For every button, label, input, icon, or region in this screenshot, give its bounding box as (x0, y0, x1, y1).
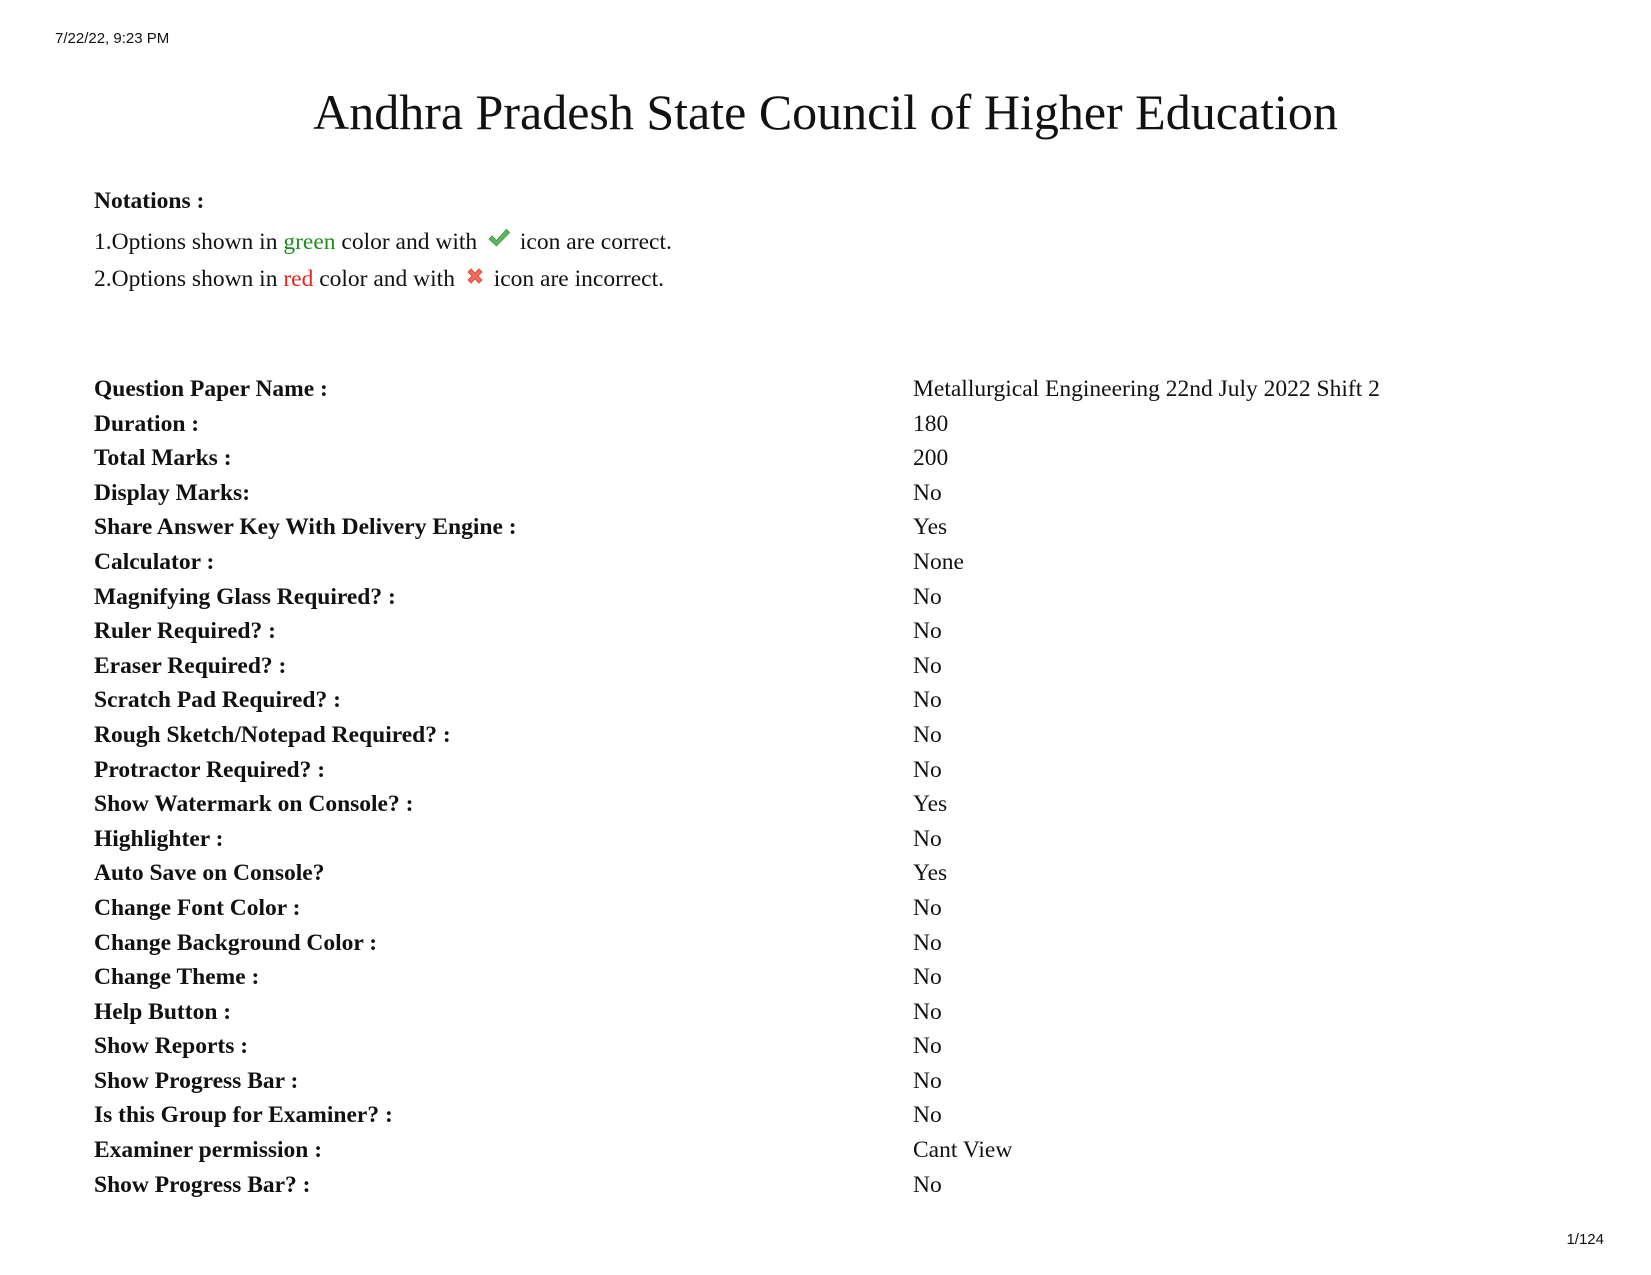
cross-icon (465, 259, 485, 299)
info-label: Protractor Required? : (94, 756, 326, 783)
info-label: Eraser Required? : (94, 652, 287, 679)
info-value: Yes (913, 514, 948, 541)
info-label: Rough Sketch/Notepad Required? : (94, 721, 451, 748)
info-row (94, 718, 1494, 753)
info-row (94, 1133, 1494, 1168)
info-row (94, 822, 1494, 857)
info-row (94, 891, 1494, 926)
notation-correct-line (94, 222, 672, 259)
info-row (94, 995, 1494, 1030)
info-label: Calculator : (94, 548, 215, 575)
info-label: Change Theme : (94, 964, 260, 991)
check-icon (487, 222, 511, 262)
page-title: Andhra Pradesh State Council of Higher Education (313, 84, 1338, 140)
info-row (94, 856, 1494, 891)
info-row (94, 649, 1494, 684)
info-value: Metallurgical Engineering 22nd July 2022 Shift 2 (913, 376, 1380, 402)
info-label: Auto Save on Console? (94, 860, 325, 887)
info-value: No (913, 652, 942, 679)
notation-text: color and with (313, 266, 461, 292)
info-row (94, 1098, 1494, 1133)
info-row (94, 372, 1494, 407)
info-value: None (913, 548, 964, 575)
info-label: Share Answer Key With Delivery Engine : (94, 514, 517, 541)
info-row (94, 510, 1494, 545)
info-value: No (913, 479, 942, 506)
info-label: Ruler Required? : (94, 618, 276, 645)
info-label: Is this Group for Examiner? : (94, 1102, 393, 1129)
info-label: Examiner permission : (94, 1137, 323, 1164)
notation-text: 2.Options shown in (94, 266, 284, 292)
info-value: No (913, 998, 942, 1025)
info-label: Display Marks: (94, 479, 251, 506)
info-row (94, 407, 1494, 442)
info-row (94, 926, 1494, 961)
info-row (94, 441, 1494, 476)
info-label: Total Marks : (94, 445, 232, 472)
info-value: Cant View (913, 1137, 1013, 1164)
notation-color-word: green (283, 229, 336, 255)
page-number: 1/124 (1566, 1231, 1604, 1248)
info-value: No (913, 1067, 942, 1094)
info-value: No (913, 583, 942, 610)
info-value: No (913, 1102, 942, 1129)
info-value: No (913, 618, 942, 645)
info-value: Yes (913, 860, 948, 887)
notation-text: 1.Options shown in (94, 229, 284, 255)
info-value: No (913, 964, 942, 991)
info-row (94, 753, 1494, 788)
print-timestamp: 7/22/22, 9:23 PM (55, 30, 170, 47)
info-label: Highlighter : (94, 825, 224, 852)
notation-color-word: red (283, 266, 314, 292)
info-row (94, 614, 1494, 649)
paper-info-table (94, 372, 1494, 1202)
info-value: Yes (913, 791, 948, 818)
info-value: No (913, 825, 942, 852)
info-label: Show Progress Bar : (94, 1067, 299, 1094)
info-value: No (913, 929, 942, 956)
info-row (94, 580, 1494, 615)
info-row (94, 960, 1494, 995)
info-row (94, 1029, 1494, 1064)
info-row (94, 1168, 1494, 1203)
info-value: No (913, 687, 942, 714)
info-row (94, 683, 1494, 718)
notation-text: color and with (335, 229, 484, 255)
info-label: Magnifying Glass Required? : (94, 583, 396, 610)
info-label: Change Background Color : (94, 929, 378, 956)
info-value: 200 (913, 445, 949, 472)
info-label: Duration : (94, 410, 200, 437)
notation-incorrect-line (94, 259, 672, 296)
info-value: No (913, 721, 942, 748)
info-label: Show Reports : (94, 1033, 249, 1060)
info-row (94, 1064, 1494, 1099)
notations-heading: Notations : (94, 188, 205, 214)
info-row (94, 787, 1494, 822)
info-label: Show Watermark on Console? : (94, 791, 414, 818)
info-value: 180 (913, 410, 949, 437)
info-label: Question Paper Name : (94, 376, 328, 402)
info-label: Help Button : (94, 998, 232, 1025)
info-row (94, 476, 1494, 511)
info-value: No (913, 1033, 942, 1060)
notation-text: icon are correct. (514, 229, 672, 255)
info-value: No (913, 756, 942, 783)
info-value: No (913, 894, 942, 921)
info-label: Change Font Color : (94, 894, 301, 921)
notation-text: icon are incorrect. (487, 266, 664, 292)
info-value: No (913, 1171, 942, 1198)
info-label: Show Progress Bar? : (94, 1171, 311, 1198)
info-label: Scratch Pad Required? : (94, 687, 341, 714)
notations-section (94, 186, 672, 296)
info-row (94, 545, 1494, 580)
